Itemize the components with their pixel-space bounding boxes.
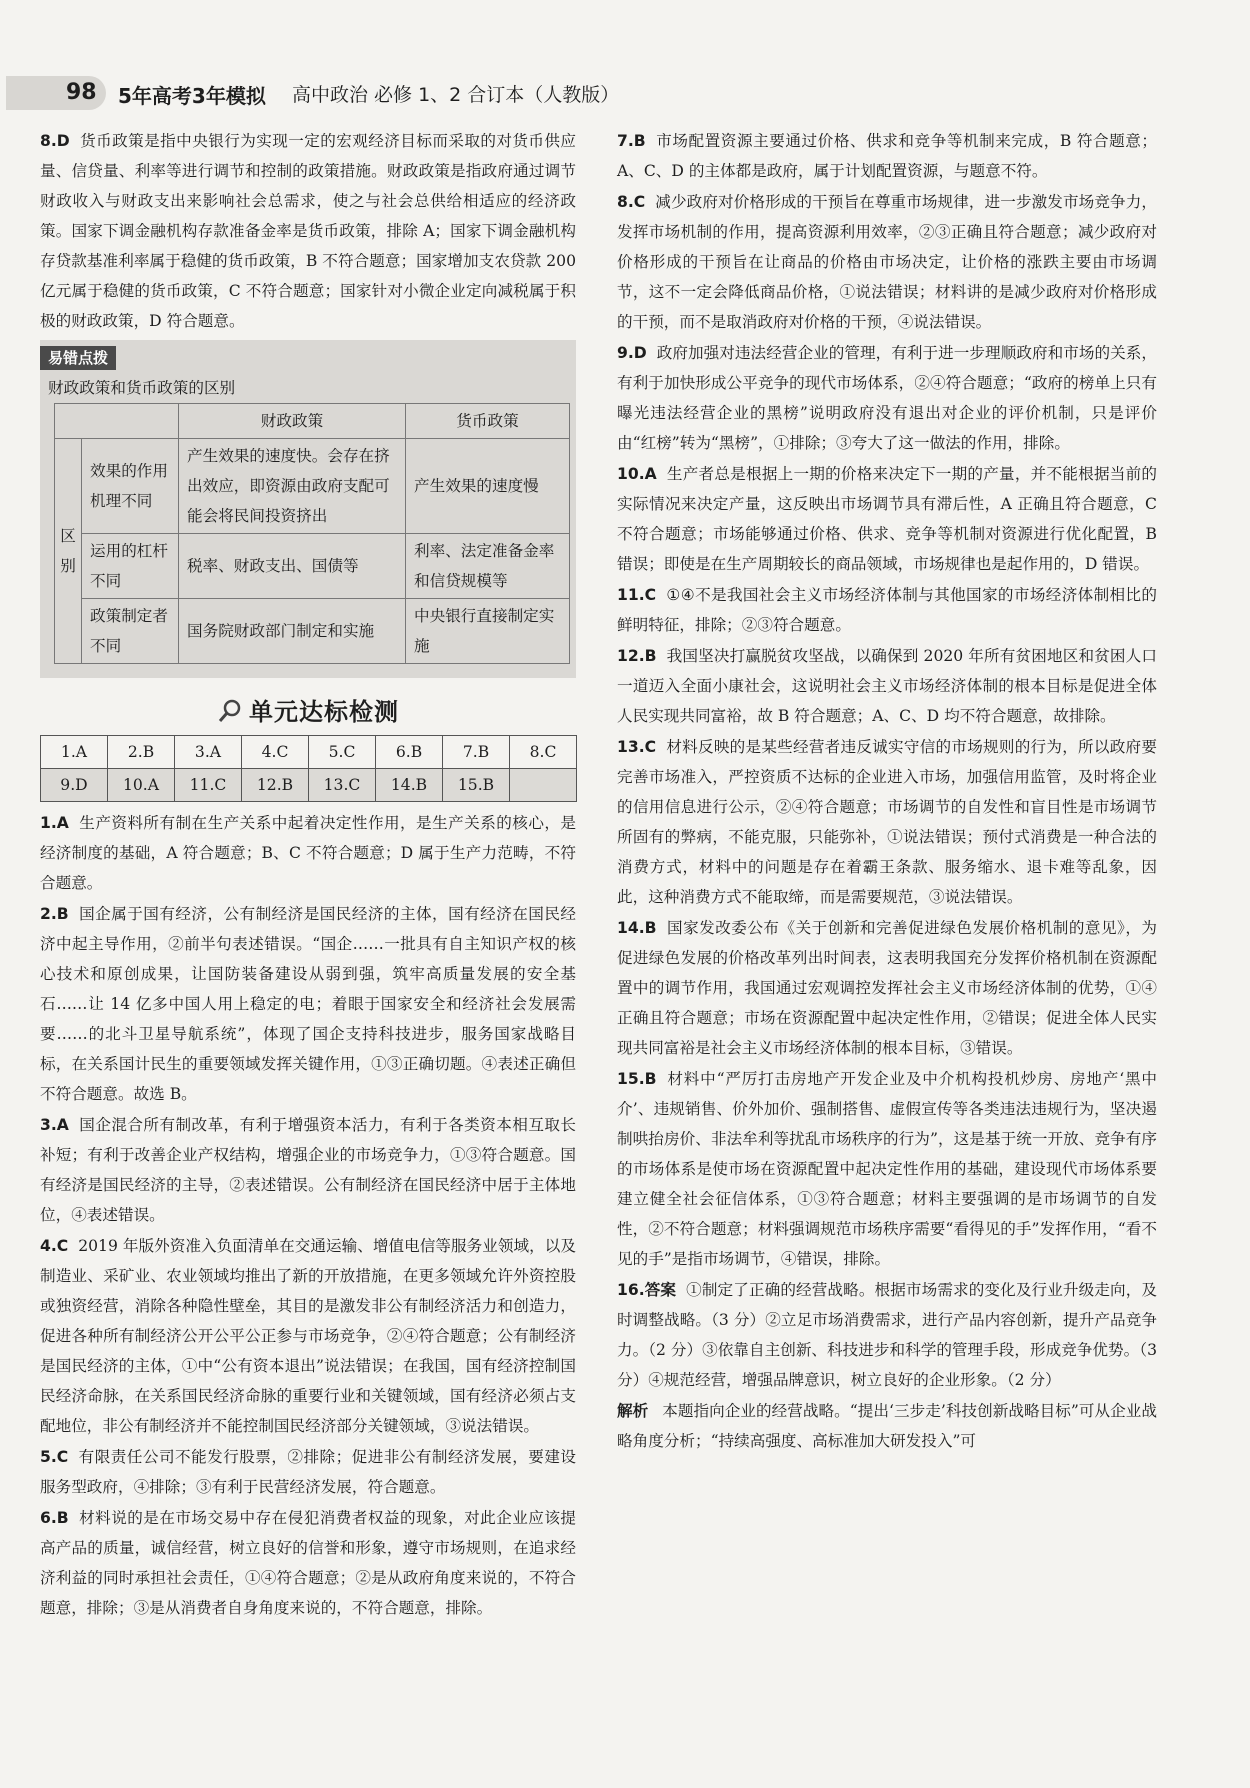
answer-item [617, 641, 1157, 731]
item-number: 5.C [40, 1448, 69, 1466]
answer-cell: 15.B [443, 769, 510, 802]
right-column [617, 126, 1157, 1457]
item-text: 国家发改委公布《关于创新和完善促进绿色发展价格机制的意见》，为促进绿色发展的价格改革列出时间表，这表明我国充分发挥价格机制在资源配置中的调节作用，我国通过宏观调控发挥社会主义市场经济体制的优势，①④正确且符合题意；市场在资源配置中起决定性作用，②错误；促进全体人民实现共同富裕是社会主义市场经济体制的根本目标，③错误。 [617, 919, 1157, 1057]
answer-item [617, 732, 1157, 912]
item-number: 15.B [617, 1070, 657, 1088]
answer-item [617, 338, 1157, 458]
item-number: 6.B [40, 1509, 69, 1527]
answer-cell: 13.C [309, 769, 376, 802]
error-tip-box [40, 340, 576, 678]
answer-cell: 11.C [175, 769, 242, 802]
row-fiscal: 国务院财政部门制定和实施 [179, 599, 406, 664]
answer-cell: 14.B [376, 769, 443, 802]
answer-cell: 6.B [376, 736, 443, 769]
answer-item [40, 899, 576, 1109]
item-number: 8.C [617, 193, 646, 211]
item-text: 国企混合所有制改革，有利于增强资本活力，有利于各类资本相互取长补短；有利于改善企业产权结构，增强企业的市场竞争力，①③符合题意。国有经济是国民经济的主导，②表述错误。公有制经济在国民经济中居于主体地位，④表述错误。 [40, 1116, 576, 1224]
item-number: 14.B [617, 919, 657, 937]
row-fiscal: 税率、财政支出、国债等 [179, 534, 406, 599]
answer-item [40, 808, 576, 898]
tip-badge: 易错点拨 [40, 346, 116, 370]
row-aspect: 政策制定者不同 [82, 599, 179, 664]
row-monetary: 产生效果的速度慢 [406, 439, 570, 534]
magnifier-icon [217, 698, 243, 724]
item-text: 生产者总是根据上一期的价格来决定下一期的产量，并不能根据当前的实际情况来决定产量，这反映出市场调节具有滞后性，A 正确且符合题意，C 不符合题意；市场能够通过价格、供求、竞争等机制对资源进行优化配置，B 错误；即使是在生产周期较长的商品领域，市场规律也是起作用的，D 错误。 [617, 465, 1157, 573]
item-text: 市场配置资源主要通过价格、供求和竞争等机制来完成，B 符合题意；A、C、D 的主体都是政府，属于计划配置资源，与题意不符。 [617, 132, 1157, 180]
answer-cell: 4.C [242, 736, 309, 769]
answer-cell: 2.B [108, 736, 175, 769]
row-aspect: 效果的作用机理不同 [82, 439, 179, 534]
answer-item [40, 1231, 576, 1441]
analysis [617, 1396, 1157, 1456]
answer-item [617, 913, 1157, 1063]
answer-cell [510, 769, 577, 802]
item-number: 8.D [40, 132, 70, 150]
table-corner [55, 404, 179, 439]
answer-item [617, 459, 1157, 579]
row-fiscal: 产生效果的速度快。会存在挤出效应，即资源由政府支配可能会将民间投资挤出 [179, 439, 406, 534]
item-text: 材料说的是在市场交易中存在侵犯消费者权益的现象，对此企业应该提高产品的质量，诚信经营，树立良好的信誉和形象，遵守市场规则，在追求经济利益的同时承担社会责任，①④符合题意；②是从政府角度来说的，不符合题意，排除；③是从消费者自身角度来说的，不符合题意，排除。 [40, 1509, 576, 1617]
item-number: 9.D [617, 344, 647, 362]
answer-cell: 9.D [41, 769, 108, 802]
header-fiscal: 财政政策 [179, 404, 406, 439]
answer-cell: 8.C [510, 736, 577, 769]
series-title: 5年高考3年模拟 [118, 84, 266, 108]
item-text: 政府加强对违法经营企业的管理，有利于进一步理顺政府和市场的关系，有利于加快形成公平竞争的现代市场体系，②④符合题意；“政府的榜单上只有曝光违法经营企业的黑榜”说明政府没有退出对企业的评价机制，只是评价由“红榜”转为“黑榜”，①排除；③夸大了这一做法的作用，排除。 [617, 344, 1157, 452]
item-text: 国企属于国有经济，公有制经济是国民经济的主体，国有经济在国民经济中起主导作用，②前半句表述错误。“国企……一批具有自主知识产权的核心技术和原创成果，让国防装备建设从弱到强，筑牢高质量发展的安全基石……让 14 亿多中国人用上稳定的电；着眼于国家安全和经济社会发展需要……的北斗卫星导航系统”，体现了国企支持科技进步，服务国家战略目标，在关系国计民生的重要领域发挥关键作用，①③正确切题。④表述正确但不符合题意。故选 B。 [40, 905, 576, 1103]
answer-cell: 3.A [175, 736, 242, 769]
item-number: 13.C [617, 738, 657, 756]
answer-item [617, 187, 1157, 337]
side-label: 区别 [55, 439, 82, 664]
answer-item [617, 1064, 1157, 1274]
analysis-text: 本题指向企业的经营战略。“提出‘三步走’科技创新战略目标”可从企业战略角度分析；“持续高强度、高标准加大研发投入”可 [617, 1402, 1157, 1450]
answer-item [40, 1503, 576, 1623]
item-number: 11.C [617, 586, 657, 604]
item-text: 生产资料所有制在生产关系中起着决定性作用，是生产关系的核心，是经济制度的基础，A 符合题意；B、C 不符合题意；D 属于生产力范畴，不符合题意。 [40, 814, 576, 892]
answer-item-8d [40, 126, 576, 336]
answer-cell: 7.B [443, 736, 510, 769]
row-monetary: 利率、法定准备金率和信贷规模等 [406, 534, 570, 599]
answer-key-table [40, 735, 577, 802]
row-monetary: 中央银行直接制定实施 [406, 599, 570, 664]
page-header [0, 76, 700, 110]
answer-item [40, 1110, 576, 1230]
item-text: 材料中“严厉打击房地产开发企业及中介机构投机炒房、房地产‘黑中介’、违规销售、价外加价、强制搭售、虚假宣传等各类违法违规行为，坚决遏制哄抬房价、非法牟利等扰乱市场秩序的行为”，这是基于统一开放、竞争有序的市场体系是使市场在资源配置中起决定性作用的基础，建设现代市场体系要建立健全社会征信体系，①③符合题意；材料主要强调的是市场调节的自发性，②不符合题意；材料强调规范市场秩序需要“看得见的手”发挥作用，“看不见的手”是指市场调节，④错误，排除。 [617, 1070, 1157, 1268]
comparison-table [54, 403, 570, 664]
item-text: 2019 年版外资准入负面清单在交通运输、增值电信等服务业领域，以及制造业、采矿业、农业领域均推出了新的开放措施，在更多领域允许外资控股或独资经营，消除各种隐性壁垒，其目的是激发非公有制经济活力和创造力，促进各种所有制经济公开公平公正参与市场竞争，②④符合题意；公有制经济是国民经济的主体，①中“公有资本退出”说法错误；在我国，国有经济控制国民经济命脉，在关系国民经济命脉的重要行业和关键领域，国有经济必须占支配地位，非公有制经济并不能控制国民经济部分关键领域，③说法错误。 [40, 1237, 576, 1435]
item-number: 12.B [617, 647, 657, 665]
item-number: 16.答案 [617, 1281, 677, 1299]
analysis-label: 解析 [617, 1401, 649, 1420]
item-text: 货币政策是指中央银行为实现一定的宏观经济目标而采取的对货币供应量、信贷量、利率等进行调节和控制的政策措施。财政政策是指政府通过调节财政收入与财政支出来影响社会总需求，使之与社会总供给相适应的经济政策。国家下调金融机构存款准备金率是货币政策，排除 A；国家下调金融机构存贷款基准利率属于稳健的货币政策，B 不符合题意；国家增加支农贷款 200 亿元属于稳健的货币政策，C 不符合题意；国家针对小微企业定向减税属于积极的财政政策，D 符合题意。 [40, 132, 576, 330]
section-heading [40, 692, 576, 727]
book-title: 高中政治 必修 1、2 合订本（人教版） [292, 84, 620, 106]
answer-cell: 1.A [41, 736, 108, 769]
item-text: ①制定了正确的经营战略。根据市场需求的变化及行业升级走向，及时调整战略。（3 分）②立足市场消费需求，进行产品内容创新，提升产品竞争力。（2 分）③依靠自主创新、科技进步和科学的管理手段，形成竞争优势。（3 分）④规范经营，增强品牌意识，树立良好的企业形象。（2 分） [617, 1281, 1157, 1389]
answer-cell: 12.B [242, 769, 309, 802]
item-text: ①④不是我国社会主义市场经济体制与其他国家的市场经济体制相比的鲜明特征，排除；②③符合题意。 [617, 586, 1157, 634]
item-number: 3.A [40, 1116, 69, 1134]
answer-item [40, 1442, 576, 1502]
item-number: 7.B [617, 132, 646, 150]
item-text: 材料反映的是某些经营者违反诚实守信的市场规则的行为，所以政府要完善市场准入，严控资质不达标的企业进入市场，加强信用监管，及时将企业的信用信息进行公示，②④符合题意；市场调节的自发性和盲目性是市场调节所固有的弊病，不能克服，只能弥补，①说法错误；预付式消费是一种合法的消费方式，材料中的问题是存在着霸王条款、服务缩水、退卡难等乱象，因此，这种消费方式不能取缔，而是需要规范，③说法错误。 [617, 738, 1157, 906]
page-number: 98 [6, 76, 106, 110]
answer-item [617, 580, 1157, 640]
answer-item [617, 126, 1157, 186]
item-number: 4.C [40, 1237, 69, 1255]
answer-item [617, 1275, 1157, 1395]
left-column [40, 126, 576, 1624]
answer-cell: 5.C [309, 736, 376, 769]
item-text: 减少政府对价格形成的干预旨在尊重市场规律，进一步激发市场竞争力，发挥市场机制的作用，提高资源利用效率，②③正确且符合题意；减少政府对价格形成的干预旨在让商品的价格由市场决定，让价格的涨跌主要由市场调节，这不一定会降低商品价格，①说法错误；材料讲的是减少政府对价格形成的干预，而不是取消政府对价格的干预，④说法错误。 [617, 193, 1157, 331]
item-number: 1.A [40, 814, 69, 832]
section-title: 单元达标检测 [249, 698, 399, 726]
item-number: 10.A [617, 465, 657, 483]
answer-cell: 10.A [108, 769, 175, 802]
row-aspect: 运用的杠杆不同 [82, 534, 179, 599]
tip-subtitle: 财政政策和货币政策的区别 [48, 379, 236, 397]
item-text: 有限责任公司不能发行股票，②排除；促进非公有制经济发展，要建设服务型政府，④排除；③有利于民营经济发展，符合题意。 [40, 1448, 576, 1496]
header-monetary: 货币政策 [406, 404, 570, 439]
item-number: 2.B [40, 905, 69, 923]
item-text: 我国坚决打赢脱贫攻坚战，以确保到 2020 年所有贫困地区和贫困人口一道迈入全面小康社会，这说明社会主义市场经济体制的根本目标是促进全体人民实现共同富裕，故 B 符合题意；A、C、D 均不符合题意，故排除。 [617, 647, 1157, 725]
